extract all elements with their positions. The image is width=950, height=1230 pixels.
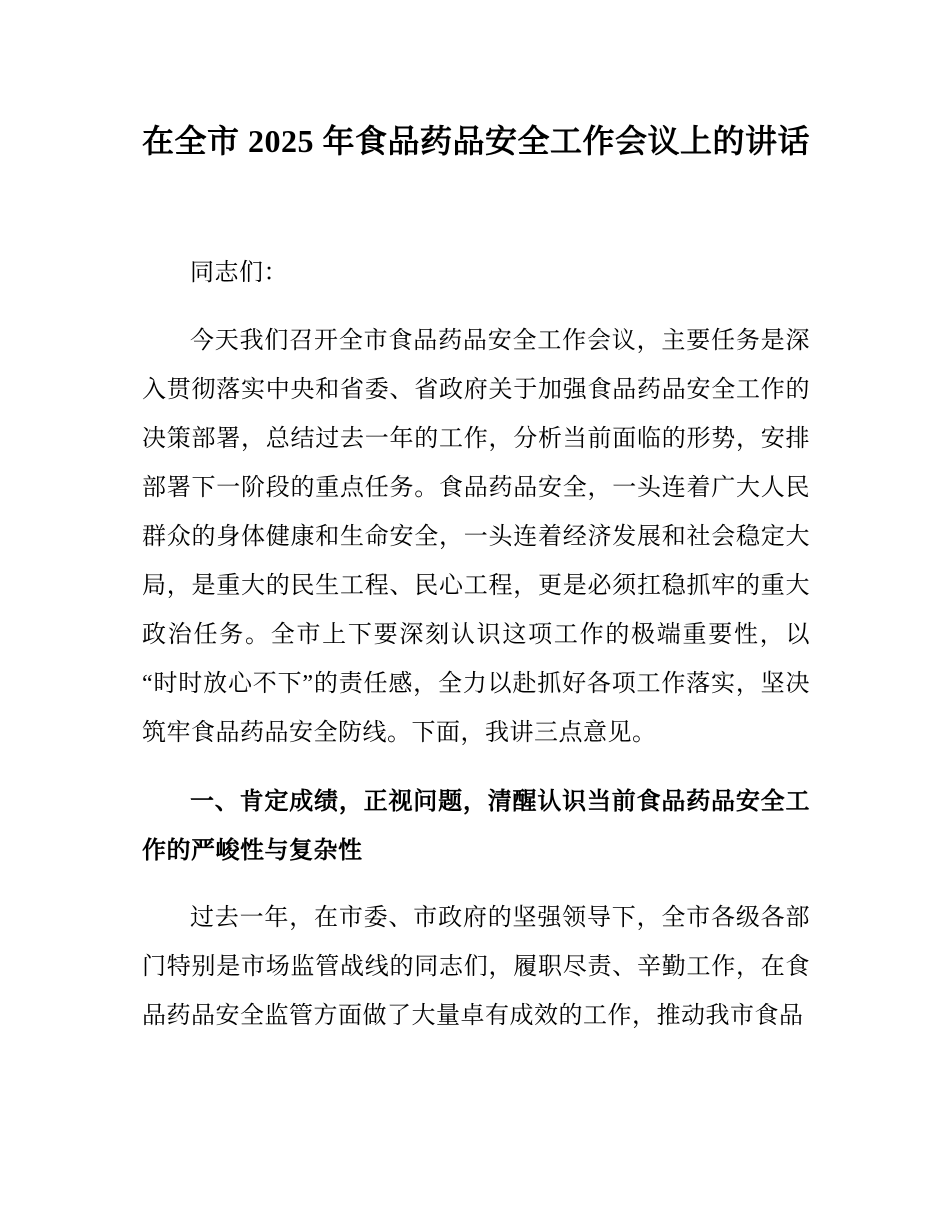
document-title: 在全市 2025 年食品药品安全工作会议上的讲话 — [142, 123, 811, 159]
body-paragraph-intro: 今天我们召开全市食品药品安全工作会议，主要任务是深入贯彻落实中央和省委、省政府关于加强食品药品安全工作的决策部署，总结过去一年的工作，分析当前面临的形势，安排部署下一阶段的重点任务。食品药品安全，一头连着广大人民群众的身体健康和生命安全，一头连着经济发展和社会稳定大局，是重大的民生工程、民心工程，更是必须扛稳抓牢的重大政治任务。全市上下要深刻认识这项工作的极端重要性，以“时时放心不下”的责任感，全力以赴抓好各项工作落实，坚决筑牢食品药品安全防线。下面，我讲三点意见。 — [142, 328, 810, 746]
body-paragraph-review: 过去一年，在市委、市政府的坚强领导下，全市各级各部门特别是市场监管战线的同志们，履职尽责、辛勤工作，在食品药品安全监管方面做了大量卓有成效的工作，推动我市食品 — [142, 905, 810, 1029]
section-heading-1: 一、肯定成绩，正视问题，清醒认识当前食品药品安全工作的严峻性与复杂性 — [142, 788, 810, 864]
salutation-paragraph: 同志们： — [190, 260, 288, 286]
